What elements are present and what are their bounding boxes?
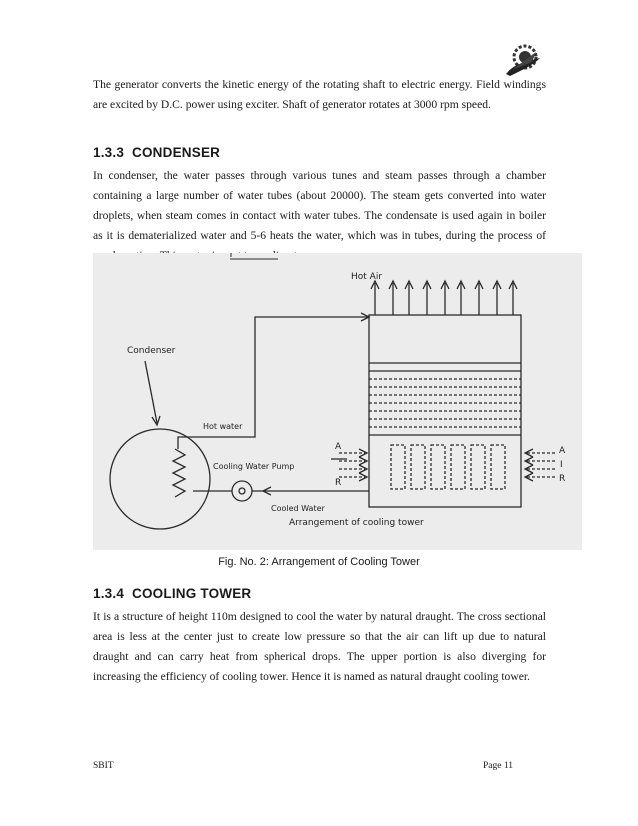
arrangement-label: Arrangement of cooling tower: [289, 518, 424, 528]
footer-page-number: Page 11: [483, 761, 513, 771]
section-number: 1.3.4: [93, 586, 125, 601]
air-in-right-r-label: R: [559, 474, 566, 484]
air-in-right-a-label: A: [559, 446, 566, 456]
cooling-tower-paragraph: It is a structure of height 110m designed to cool the water by natural draught. The cross sectional area is less at the center just to create low pressure so that the air can lift up due to natural draught and can carry heat from spherical drops. The upper portion is also diverging for increasing the efficiency of cooling tower. Hence it is named as natural draught cooling tower.: [93, 610, 546, 683]
condenser-paragraph: In condenser, the water passes through various tunes and steam passes through a chamber containing a large number of water tubes (about 20000). The steam gets converted into water droplets, when steam comes in contact with water tubes. The condensate is used again in boiler as it is dematerialized water and 5-6 heats the water, which was in tubes, during the process of: [93, 169, 546, 242]
air-in-left-a-label: A: [335, 442, 342, 452]
cooling-water-pump-label: Cooling Water Pump: [213, 462, 295, 471]
air-in-left-r-label: R: [335, 478, 342, 488]
footer-institution: SBIT: [93, 761, 114, 771]
cooling-tower-diagram: [93, 253, 582, 550]
figure-caption: Fig. No. 2: Arrangement of Cooling Tower: [218, 556, 420, 568]
section-number: 1.3.3: [93, 145, 125, 160]
section-heading-condenser: [93, 145, 220, 160]
air-in-right-i-label: I: [560, 460, 563, 470]
hot-air-label: Hot Air: [351, 272, 383, 282]
hot-water-label: Hot water: [203, 422, 243, 431]
condenser-label: Condenser: [127, 346, 176, 356]
section-heading-cooling-tower: [93, 586, 251, 601]
cooled-water-label: Cooled Water: [271, 504, 325, 513]
generator-paragraph: The generator converts the kinetic energy of the rotating shaft to electric energy. Field windings are excited by D.C. power using exciter. Shaft of generator rotates at 3000 rpm speed.: [93, 78, 546, 111]
section-title: COOLING TOWER: [132, 586, 252, 601]
section-title: CONDENSER: [132, 145, 221, 160]
